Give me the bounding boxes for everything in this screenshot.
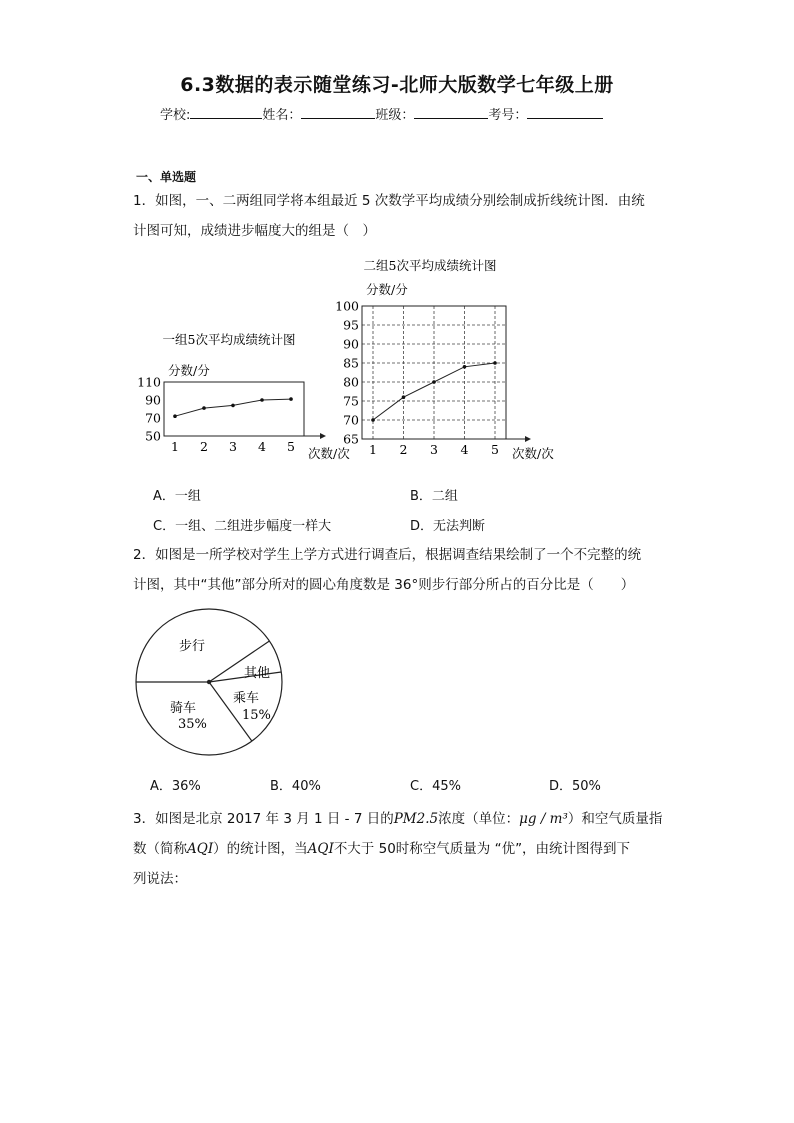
q3-text-1c: ）和空气质量指 <box>567 811 663 827</box>
chart2-data-point <box>402 395 406 399</box>
q1-option-b[interactable]: B．二组 <box>410 489 458 504</box>
chart1-title: 一组5次平均成绩统计图 <box>162 332 296 347</box>
chart1-frame <box>164 382 304 436</box>
q3-unit: μg / m³ <box>519 811 568 827</box>
question-2 <box>133 540 663 600</box>
school-blank <box>190 106 262 119</box>
chart1-data-point <box>260 398 264 402</box>
chart1-x-arrow <box>320 433 326 439</box>
question-2-line-2: 计图，其中“其他”部分所对的圆心角度数是 36°则步行部分所占的百分比是（ ） <box>133 577 635 593</box>
chart1-series-line <box>175 399 291 416</box>
question-3 <box>133 804 663 894</box>
chart1-xtick-label: 2 <box>200 439 208 454</box>
question-3-line-3: 列说法： <box>133 871 187 887</box>
chart1-ytick-label: 90 <box>145 392 161 408</box>
class-blank <box>414 106 488 119</box>
chart1-ytick-label: 70 <box>145 410 161 426</box>
chart2-data-point <box>493 361 497 365</box>
chart2-xtick-label: 1 <box>369 442 377 457</box>
exam-number-blank <box>527 106 603 119</box>
chart1-ytick-label: 110 <box>137 374 161 390</box>
class-label: 班级： <box>375 108 415 123</box>
chart2-x-arrow <box>525 436 531 442</box>
chart1-xtick-label: 4 <box>258 439 266 454</box>
school-label: 学校: <box>160 108 191 123</box>
chart2-xlabel: 次数/次 <box>512 446 554 461</box>
exam-number-label: 考号： <box>488 108 528 123</box>
chart2-ytick-label: 70 <box>343 412 359 428</box>
pie-center <box>207 680 211 684</box>
pie-label-bus: 乘车 <box>233 691 260 706</box>
chart1-ytick-label: 50 <box>145 428 161 444</box>
page-title: 6.3数据的表示随堂练习-北师大版数学七年级上册 <box>180 74 614 96</box>
q3-pm25: PM2.5 <box>393 811 439 827</box>
chart2-xtick-label: 3 <box>430 442 438 457</box>
chart2-ytick-label: 100 <box>335 298 359 314</box>
question-3-line-2 <box>133 834 663 864</box>
chart2-ytick-label: 95 <box>343 317 359 333</box>
q2-option-a[interactable]: A．36% <box>150 779 201 794</box>
q3-text-2c: 不大于 50时称空气质量为 “优”，由统计图得到下 <box>333 841 631 857</box>
q3-text-2b: ）的统计图，当 <box>213 841 308 857</box>
chart2-data-point <box>463 365 467 369</box>
pie-value-bus: 15% <box>242 708 271 723</box>
section-title: 一、单选题 <box>136 170 197 184</box>
chart1-data-point <box>202 406 206 410</box>
q1-option-c[interactable]: C．一组、二组进步幅度一样大 <box>153 519 332 534</box>
q3-aqi-1: AQI <box>187 841 214 857</box>
q3-text-2a: 数（简称 <box>133 841 187 857</box>
question-1-line-1: 1．如图，一、二两组同学将本组最近 5 次数学平均成绩分别绘制成折线统计图．由统 <box>133 193 645 209</box>
chart1-data-point <box>289 397 293 401</box>
q2-option-b[interactable]: B．40% <box>270 779 321 794</box>
chart2-ylabel: 分数/分 <box>366 282 408 297</box>
q3-text-1b: 浓度（单位： <box>438 811 520 827</box>
q1-option-a[interactable]: A．一组 <box>153 489 201 504</box>
chart1-xtick-label: 3 <box>229 439 237 454</box>
q3-aqi-2: AQI <box>307 841 334 857</box>
q2-option-c[interactable]: C．45% <box>410 779 461 794</box>
chart2-ytick-label: 80 <box>343 374 359 390</box>
chart2-ytick-label: 75 <box>343 393 359 409</box>
chart2-data-point <box>432 380 436 384</box>
q1-option-d[interactable]: D．无法判断 <box>410 519 486 534</box>
chart2-xtick-label: 4 <box>460 442 469 457</box>
chart1-data-point <box>231 404 235 408</box>
chart1-data-point <box>173 414 177 418</box>
chart2-ytick-label: 90 <box>343 336 359 352</box>
question-3-line-1 <box>133 804 663 834</box>
question-2-pie-chart <box>130 605 290 765</box>
question-1-charts <box>137 255 580 470</box>
chart1-xtick-label: 5 <box>287 439 295 454</box>
chart1-xtick-label: 1 <box>171 439 179 454</box>
q3-text-1a: 3．如图是北京 2017 年 3 月 1 日 - 7 日的 <box>133 811 394 827</box>
question-1-line-2: 计图可知，成绩进步幅度大的组是（ ） <box>133 223 376 239</box>
name-blank <box>301 106 375 119</box>
chart2-title: 二组5次平均成绩统计图 <box>363 258 497 273</box>
pie-label-ride: 骑车 <box>170 701 197 716</box>
chart2-xtick-label: 2 <box>399 442 408 457</box>
question-2-line-1: 2．如图是一所学校对学生上学方式进行调查后，根据调查结果绘制了一个不完整的统 <box>133 547 642 563</box>
chart2-xtick-label: 5 <box>491 442 499 457</box>
chart1-ylabel: 分数/分 <box>168 363 210 378</box>
pie-label-other: 其他 <box>244 666 271 681</box>
student-info-line <box>160 104 603 123</box>
pie-value-ride: 35% <box>178 717 207 732</box>
chart2-ytick-label: 65 <box>343 431 359 447</box>
chart2-data-point <box>371 418 375 422</box>
chart1-xlabel: 次数/次 <box>308 446 350 461</box>
pie-label-walk: 步行 <box>179 639 206 654</box>
name-label: 姓名： <box>262 108 302 123</box>
question-1 <box>133 186 663 246</box>
chart2-ytick-label: 85 <box>343 355 359 371</box>
q2-option-d[interactable]: D．50% <box>549 779 601 794</box>
